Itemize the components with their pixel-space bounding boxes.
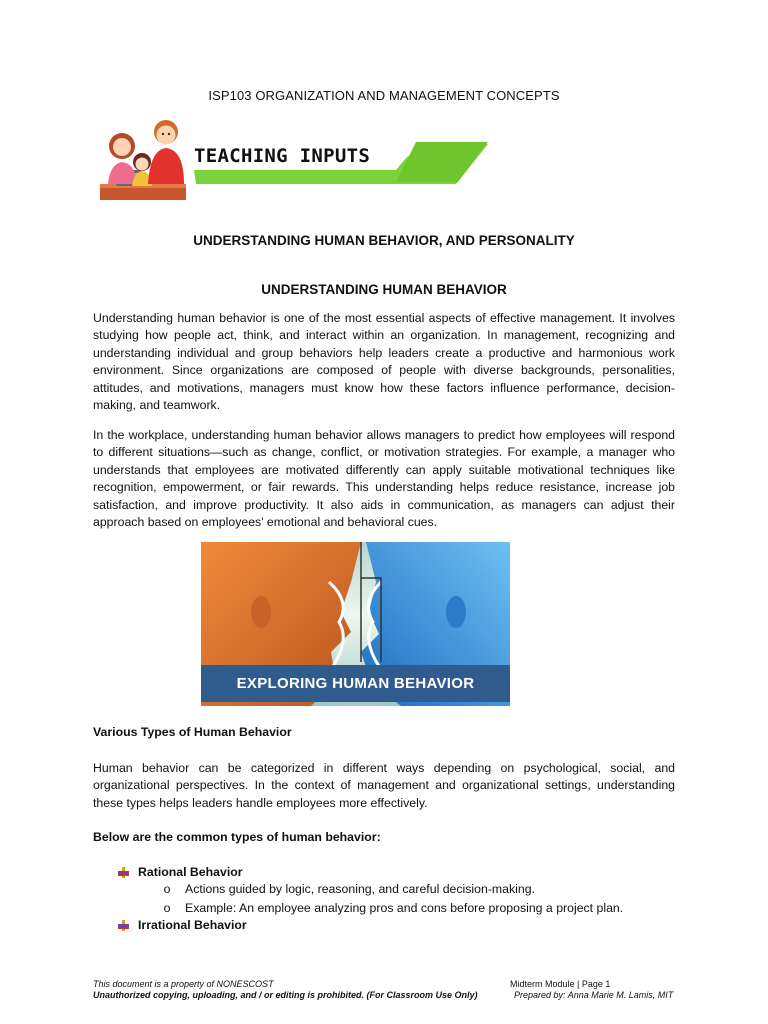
course-header: ISP103 ORGANIZATION AND MANAGEMENT CONCEPTS: [208, 88, 560, 103]
list-item-label: Rational Behavior: [138, 865, 243, 879]
circle-bullet-icon: o: [163, 882, 171, 896]
sub-list-item: [163, 901, 623, 915]
list-item: [117, 865, 243, 879]
list-item-label: Irrational Behavior: [138, 918, 247, 932]
types-intro: Human behavior can be categorized in different ways depending on psychological, social, and organizational perspectives. In the context of management and organizational settings, understanding these types helps leaders handle employees more effectively.: [93, 761, 675, 810]
sub-list-item: [163, 882, 535, 896]
main-title: UNDERSTANDING HUMAN BEHAVIOR, AND PERSONALITY: [193, 233, 575, 248]
intro-paragraph: Understanding human behavior is one of the most essential aspects of effective management. It involves studying how people act, think, and interact within an organization. In management, recognizing and understanding individual and group behaviors help leaders create a productive and harmonious work environment. Since organizations are composed of people with diverse backgrounds, personalities, attitudes, and motivations, managers must know how these factors influence performance, decision-making, and teamwork.: [93, 311, 675, 413]
circle-bullet-icon: o: [163, 901, 171, 915]
list-item: [117, 918, 247, 932]
sub-title: UNDERSTANDING HUMAN BEHAVIOR: [261, 282, 507, 297]
plus-bullet-icon: [117, 919, 130, 932]
list-heading: Below are the common types of human behavior:: [93, 830, 381, 844]
image-caption: EXPLORING HUMAN BEHAVIOR: [201, 665, 510, 702]
teaching-inputs-label: TEACHING INPUTS: [194, 145, 371, 167]
sub-list-text: Example: An employee analyzing pros and cons before proposing a project plan.: [185, 901, 624, 915]
plus-bullet-icon: [117, 866, 130, 879]
footer-property: This document is a property of NONESCOST: [93, 979, 274, 989]
footer-warning: Unauthorized copying, uploading, and / or editing is prohibited. (For Classroom Use Only): [93, 990, 478, 1000]
footer-prepared: Prepared by: Anna Marie M. Lamis, MIT: [514, 990, 674, 1000]
workplace-paragraph: In the workplace, understanding human behavior allows managers to predict how employees will respond to different situations—such as change, conflict, or motivation strategies. For example, a manager who understands that employees are motivated differently can apply suitable motivational techniques like recognition, empowerment, or fair rewards. This understanding helps reduce resistance, increase job satisfaction, and improve productivity. It also aids in communication, as managers can adjust their approach based on employees’ emotional and behavioral cues.: [93, 428, 675, 530]
sub-list-text: Actions guided by logic, reasoning, and careful decision-making.: [185, 882, 535, 896]
types-heading: Various Types of Human Behavior: [93, 725, 292, 739]
footer-module: Midterm Module | Page 1: [510, 979, 611, 989]
